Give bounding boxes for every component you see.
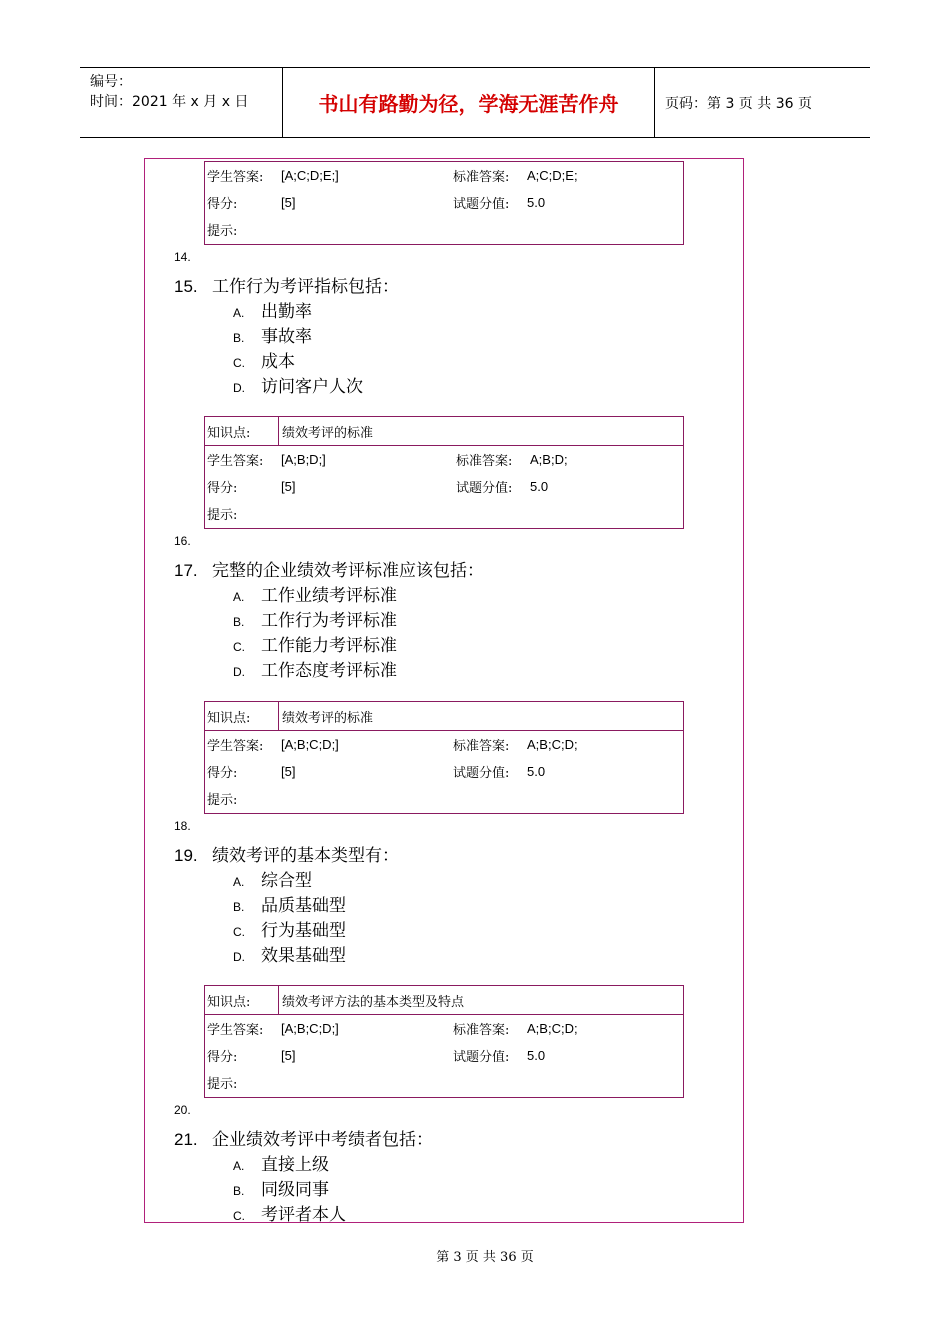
option-b bbox=[233, 891, 346, 916]
option-text: 综合型 bbox=[261, 871, 312, 891]
option-text: 访问客户人次 bbox=[261, 377, 363, 397]
standard-answer-value: A;C;D;E; bbox=[527, 168, 578, 183]
hint-row bbox=[205, 216, 683, 243]
hint-row bbox=[205, 500, 683, 527]
score-value: [5] bbox=[281, 1048, 296, 1063]
score-label: 得分: bbox=[207, 1050, 238, 1065]
score-label: 得分: bbox=[207, 481, 238, 496]
knowledge-label: 知识点: bbox=[205, 986, 279, 1014]
question-number: 16. bbox=[174, 534, 191, 548]
header-motto: 书山有路勤为径，学海无涯苦作舟 bbox=[282, 68, 655, 137]
knowledge-label: 知识点: bbox=[205, 417, 279, 445]
option-text: 直接上级 bbox=[261, 1155, 329, 1175]
standard-answer-label: 标准答案: bbox=[453, 739, 510, 754]
standard-answer-label: 标准答案: bbox=[456, 454, 513, 469]
page-header bbox=[80, 67, 870, 138]
option-text: 同级同事 bbox=[261, 1180, 329, 1200]
knowledge-label: 知识点: bbox=[205, 702, 279, 730]
option-letter: B. bbox=[233, 331, 245, 345]
option-letter: D. bbox=[233, 665, 245, 679]
option-text: 品质基础型 bbox=[261, 896, 346, 916]
hint-row bbox=[205, 785, 683, 812]
question-value-label: 试题分值: bbox=[453, 1050, 510, 1065]
option-text: 考评者本人 bbox=[261, 1205, 346, 1225]
hint-label: 提示: bbox=[207, 793, 238, 808]
score-row bbox=[205, 473, 683, 500]
time-label: 时间：2021 年 x 月 x 日 bbox=[90, 94, 249, 110]
answer-row bbox=[205, 446, 683, 473]
question-number: 19. bbox=[174, 846, 198, 865]
question-value: 5.0 bbox=[530, 479, 549, 494]
knowledge-row bbox=[205, 702, 683, 731]
option-d bbox=[233, 941, 346, 966]
option-letter: A. bbox=[233, 590, 245, 604]
standard-answer-label: 标准答案: bbox=[453, 170, 510, 185]
option-a bbox=[233, 297, 312, 322]
standard-answer-label: 标准答案: bbox=[453, 1023, 510, 1038]
score-row bbox=[205, 758, 683, 785]
option-letter: C. bbox=[233, 1209, 245, 1223]
option-a bbox=[233, 1150, 329, 1175]
option-text: 效果基础型 bbox=[261, 946, 346, 966]
standard-answer-value: A;B;C;D; bbox=[527, 737, 578, 752]
option-text: 工作能力考评标准 bbox=[261, 636, 397, 656]
score-row bbox=[205, 1042, 683, 1069]
score-value: [5] bbox=[281, 195, 296, 210]
question-value-label: 试题分值: bbox=[453, 766, 510, 781]
student-answer-value: [A;B;D;] bbox=[281, 452, 326, 467]
option-c bbox=[233, 631, 397, 656]
hint-label: 提示: bbox=[207, 508, 238, 523]
option-c bbox=[233, 347, 295, 372]
student-answer-label: 学生答案: bbox=[207, 454, 264, 469]
question-value: 5.0 bbox=[527, 1048, 546, 1063]
answer-box-continued bbox=[204, 161, 684, 245]
question-19 bbox=[174, 841, 399, 866]
content-frame bbox=[144, 158, 744, 1223]
question-value-label: 试题分值: bbox=[456, 481, 513, 496]
standard-answer-value: A;B;D; bbox=[530, 452, 568, 467]
knowledge-value: 绩效考评的标准 bbox=[282, 425, 374, 441]
option-d bbox=[233, 656, 397, 681]
option-text: 行为基础型 bbox=[261, 921, 346, 941]
score-label: 得分: bbox=[207, 766, 238, 781]
question-number: 17. bbox=[174, 561, 198, 580]
hint-row bbox=[205, 1069, 683, 1096]
option-letter: A. bbox=[233, 1159, 245, 1173]
answer-row bbox=[205, 1015, 683, 1042]
question-number: 14. bbox=[174, 250, 191, 264]
option-letter: C. bbox=[233, 925, 245, 939]
question-value-label: 试题分值: bbox=[453, 197, 510, 212]
option-text: 成本 bbox=[261, 352, 295, 372]
option-letter: D. bbox=[233, 381, 245, 395]
question-value: 5.0 bbox=[527, 195, 546, 210]
option-d bbox=[233, 372, 363, 397]
score-label: 得分: bbox=[207, 197, 238, 212]
option-b bbox=[233, 1175, 329, 1200]
student-answer-value: [A;B;C;D;] bbox=[281, 737, 339, 752]
option-text: 事故率 bbox=[261, 327, 312, 347]
option-a bbox=[233, 866, 312, 891]
score-value: [5] bbox=[281, 479, 296, 494]
question-value: 5.0 bbox=[527, 764, 546, 779]
option-text: 工作业绩考评标准 bbox=[261, 586, 397, 606]
student-answer-value: [A;C;D;E;] bbox=[281, 168, 339, 183]
option-b bbox=[233, 606, 397, 631]
header-meta bbox=[80, 68, 282, 137]
option-c bbox=[233, 916, 346, 941]
knowledge-value: 绩效考评的标准 bbox=[282, 710, 374, 726]
question-text: 完整的企业绩效考评标准应该包括： bbox=[212, 561, 484, 581]
question-number: 20. bbox=[174, 1103, 191, 1117]
question-21 bbox=[174, 1125, 433, 1150]
question-number: 15. bbox=[174, 277, 198, 296]
answer-box-19 bbox=[204, 985, 684, 1098]
page-footer: 第 3 页 共 36 页 bbox=[436, 1250, 534, 1265]
standard-answer-value: A;B;C;D; bbox=[527, 1021, 578, 1036]
question-text: 工作行为考评指标包括： bbox=[212, 277, 399, 297]
question-number: 21. bbox=[174, 1130, 198, 1149]
student-answer-value: [A;B;C;D;] bbox=[281, 1021, 339, 1036]
question-17 bbox=[174, 556, 484, 581]
question-text: 绩效考评的基本类型有： bbox=[212, 846, 399, 866]
knowledge-row bbox=[205, 417, 683, 446]
header-page-info: 页码：第 3 页 共 36 页 bbox=[665, 95, 812, 112]
option-letter: B. bbox=[233, 1184, 245, 1198]
option-a bbox=[233, 581, 397, 606]
question-15 bbox=[174, 272, 399, 297]
hint-label: 提示: bbox=[207, 224, 238, 239]
question-text: 企业绩效考评中考绩者包括： bbox=[212, 1130, 433, 1150]
answer-box-15 bbox=[204, 416, 684, 529]
option-b bbox=[233, 322, 312, 347]
answer-box-17 bbox=[204, 701, 684, 814]
option-text: 工作态度考评标准 bbox=[261, 661, 397, 681]
answer-row bbox=[205, 162, 683, 189]
knowledge-row bbox=[205, 986, 683, 1015]
answer-row bbox=[205, 731, 683, 758]
option-text: 出勤率 bbox=[261, 302, 312, 322]
student-answer-label: 学生答案: bbox=[207, 739, 264, 754]
student-answer-label: 学生答案: bbox=[207, 170, 264, 185]
option-letter: C. bbox=[233, 356, 245, 370]
knowledge-value: 绩效考评方法的基本类型及特点 bbox=[282, 994, 465, 1010]
option-letter: C. bbox=[233, 640, 245, 654]
option-letter: B. bbox=[233, 900, 245, 914]
option-letter: A. bbox=[233, 306, 245, 320]
option-c bbox=[233, 1200, 346, 1225]
student-answer-label: 学生答案: bbox=[207, 1023, 264, 1038]
number-label: 编号： bbox=[90, 74, 132, 90]
question-number: 18. bbox=[174, 819, 191, 833]
score-row bbox=[205, 189, 683, 216]
score-value: [5] bbox=[281, 764, 296, 779]
option-text: 工作行为考评标准 bbox=[261, 611, 397, 631]
option-letter: D. bbox=[233, 950, 245, 964]
option-letter: A. bbox=[233, 875, 245, 889]
option-letter: B. bbox=[233, 615, 245, 629]
hint-label: 提示: bbox=[207, 1077, 238, 1092]
